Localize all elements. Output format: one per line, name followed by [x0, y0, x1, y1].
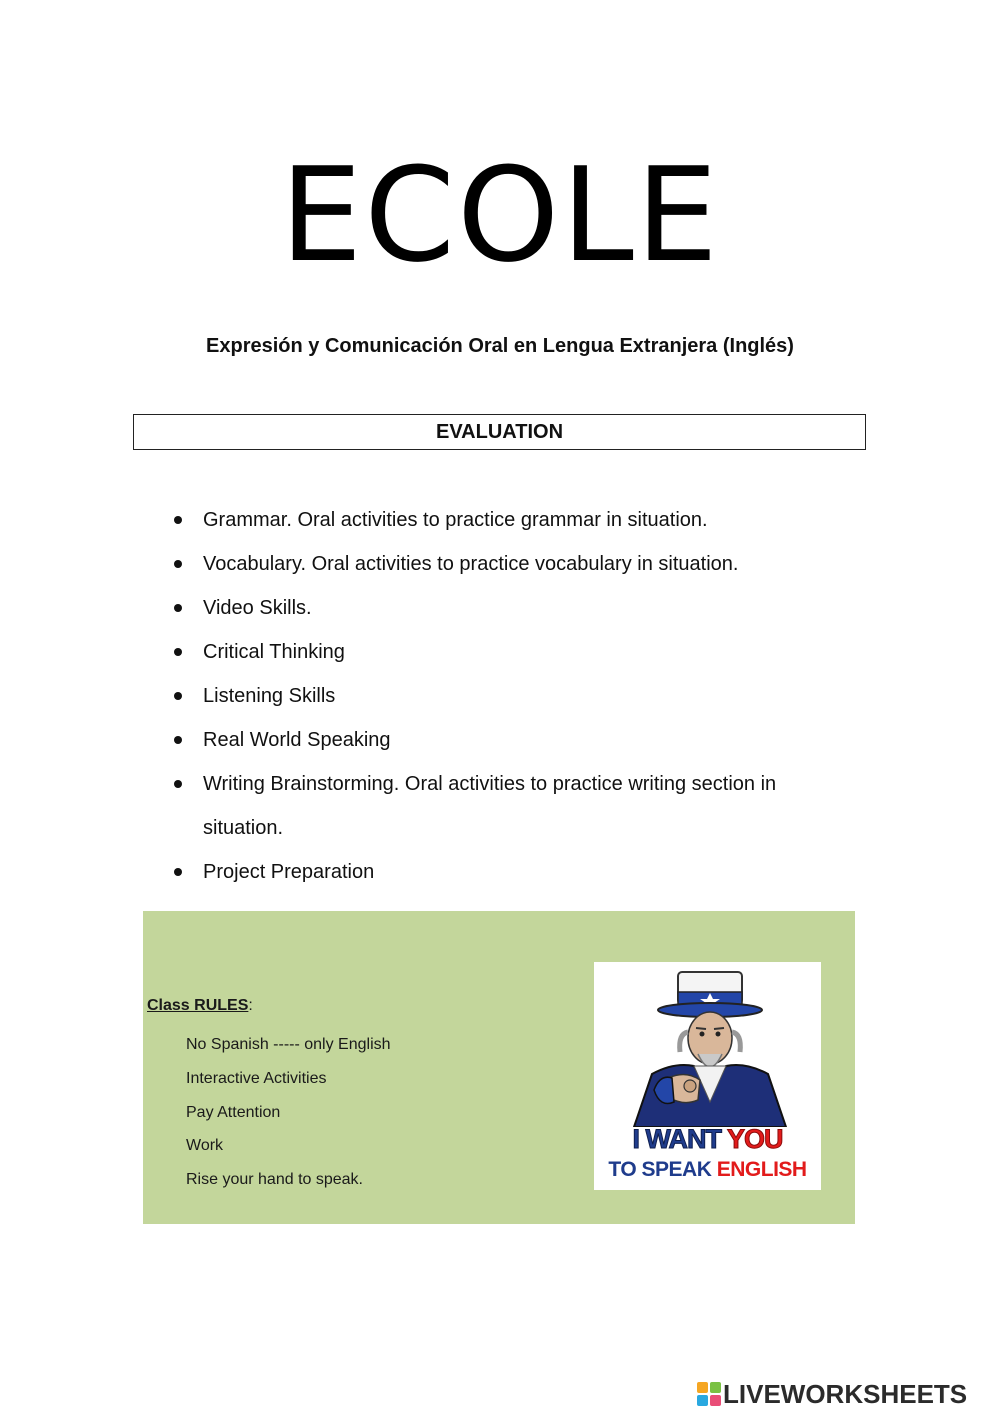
poster-headline-part: I WANT [632, 1124, 727, 1154]
evaluation-item-text-continued: situation. [203, 817, 284, 839]
evaluation-item-text: Writing Brainstorming. Oral activities to practice writing section in [203, 773, 777, 795]
uncle-sam-poster [594, 962, 821, 1190]
evaluation-item-real-world-speaking [170, 718, 860, 762]
evaluation-item-vocabulary [170, 542, 860, 586]
evaluation-item-writing-brainstorming [170, 762, 860, 850]
bullet-dot-icon [174, 780, 182, 788]
rule-item: Interactive Activities [186, 1069, 327, 1087]
poster-subline [594, 1158, 821, 1182]
evaluation-item-critical-thinking [170, 630, 860, 674]
liveworksheets-logo-icon [697, 1382, 721, 1406]
bullet-dot-icon [174, 516, 182, 524]
uncle-sam-illustration-icon [594, 962, 821, 1127]
liveworksheets-brand[interactable] [697, 1378, 967, 1410]
evaluation-item-listening-skills [170, 674, 860, 718]
bullet-dot-icon [174, 604, 182, 612]
class-rules-list [186, 1028, 391, 1197]
evaluation-heading: EVALUATION [435, 421, 564, 443]
evaluation-item-text: Listening Skills [203, 685, 336, 707]
evaluation-item-project-preparation [170, 850, 860, 894]
evaluation-item-video-skills [170, 586, 860, 630]
rule-item: Pay Attention [186, 1103, 281, 1121]
page-title: ECOLE [280, 139, 720, 291]
evaluation-item-grammar [170, 498, 860, 542]
evaluation-item-text: Critical Thinking [203, 641, 345, 663]
evaluation-item-text: Real World Speaking [203, 729, 391, 751]
class-rules-heading-colon: : [248, 997, 253, 1014]
poster-headline-you: YOU [727, 1124, 783, 1154]
bullet-dot-icon [174, 736, 182, 744]
class-rules-panel [143, 911, 855, 1224]
bullet-dot-icon [174, 868, 182, 876]
poster-headline [594, 1124, 821, 1154]
evaluation-item-text: Grammar. Oral activities to practice grammar in situation. [203, 509, 708, 531]
evaluation-heading-box [133, 414, 866, 450]
rule-item: No Spanish ----- only English [186, 1036, 391, 1053]
class-rules-heading [147, 995, 253, 1017]
course-subtitle: Expresión y Comunicación Oral en Lengua Extranjera (Inglés) [206, 335, 794, 357]
bullet-dot-icon [174, 560, 182, 568]
evaluation-item-text: Vocabulary. Oral activities to practice vocabulary in situation. [203, 553, 739, 575]
evaluation-item-text: Video Skills. [203, 597, 312, 619]
evaluation-list [170, 498, 860, 894]
evaluation-item-text: Project Preparation [203, 861, 375, 883]
poster-subline-part: TO SPEAK [608, 1158, 717, 1181]
class-rules-heading-text: Class RULES [147, 997, 249, 1014]
poster-subline-english: ENGLISH [716, 1158, 807, 1181]
bullet-dot-icon [174, 692, 182, 700]
bullet-dot-icon [174, 648, 182, 656]
rule-item: Rise your hand to speak. [186, 1171, 363, 1189]
brand-name: LIVEWORKSHEETS [723, 1378, 968, 1409]
rule-item: Work [186, 1137, 224, 1155]
